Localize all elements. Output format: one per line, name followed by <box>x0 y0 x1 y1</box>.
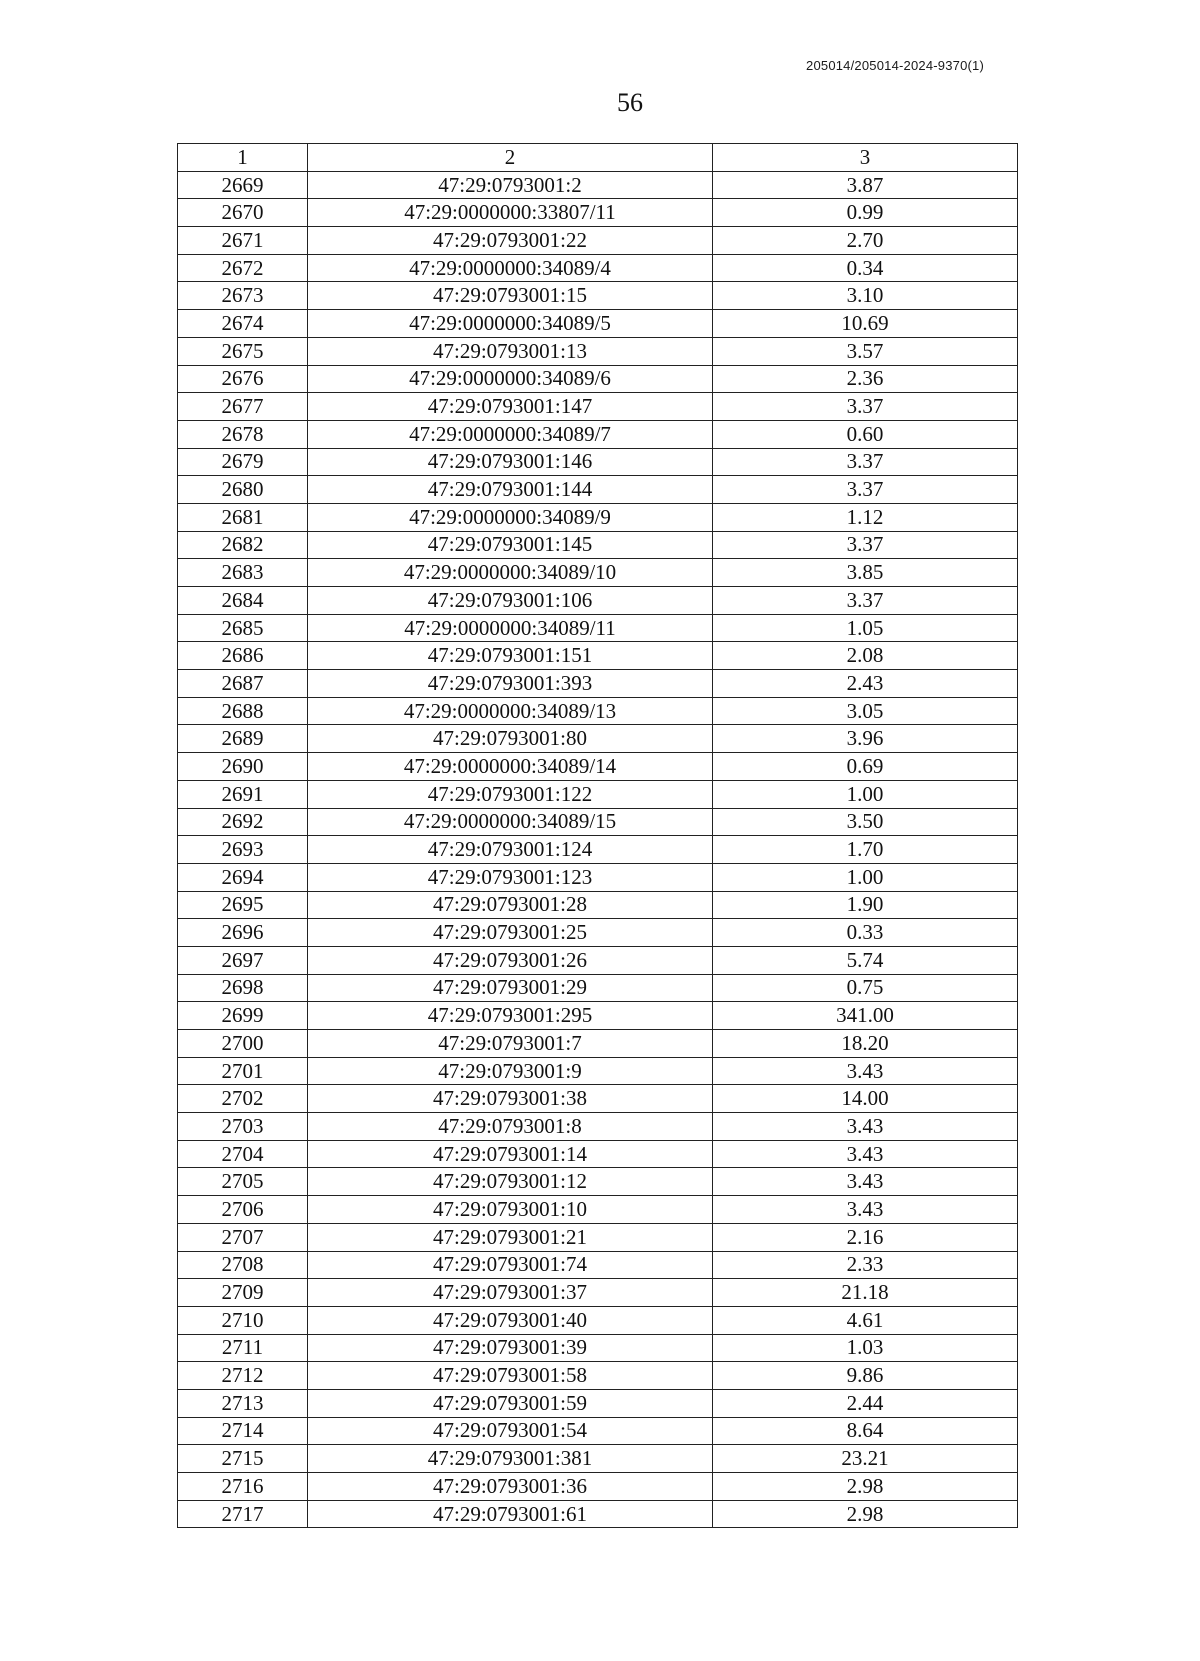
cadastral-number-cell: 47:29:0793001:36 <box>308 1473 713 1501</box>
row-number-cell: 2696 <box>178 919 308 947</box>
row-number-cell: 2694 <box>178 863 308 891</box>
cadastral-number-cell: 47:29:0000000:34089/9 <box>308 503 713 531</box>
cadastral-number-cell: 47:29:0793001:58 <box>308 1362 713 1390</box>
row-number-cell: 2701 <box>178 1057 308 1085</box>
header-row <box>178 144 1018 172</box>
cadastral-number-cell: 47:29:0793001:29 <box>308 974 713 1002</box>
table-row <box>178 420 1018 448</box>
cadastral-number-cell: 47:29:0000000:33807/11 <box>308 199 713 227</box>
row-number-cell: 2691 <box>178 780 308 808</box>
value-cell: 2.16 <box>713 1223 1018 1251</box>
value-cell: 3.37 <box>713 476 1018 504</box>
cadastral-number-cell: 47:29:0000000:34089/14 <box>308 753 713 781</box>
table-row <box>178 1168 1018 1196</box>
value-cell: 2.98 <box>713 1500 1018 1528</box>
table-row <box>178 365 1018 393</box>
cadastral-number-cell: 47:29:0793001:25 <box>308 919 713 947</box>
table-row <box>178 1113 1018 1141</box>
table-row <box>178 448 1018 476</box>
cadastral-number-cell: 47:29:0793001:12 <box>308 1168 713 1196</box>
table-row <box>178 171 1018 199</box>
value-cell: 0.33 <box>713 919 1018 947</box>
cadastral-number-cell: 47:29:0793001:38 <box>308 1085 713 1113</box>
value-cell: 1.00 <box>713 780 1018 808</box>
row-number-cell: 2692 <box>178 808 308 836</box>
cadastral-number-cell: 47:29:0793001:122 <box>308 780 713 808</box>
row-number-cell: 2681 <box>178 503 308 531</box>
value-cell: 0.69 <box>713 753 1018 781</box>
value-cell: 2.98 <box>713 1473 1018 1501</box>
table-row <box>178 1057 1018 1085</box>
value-cell: 10.69 <box>713 310 1018 338</box>
table-row <box>178 531 1018 559</box>
table-row <box>178 282 1018 310</box>
cadastral-number-cell: 47:29:0793001:40 <box>308 1306 713 1334</box>
value-cell: 18.20 <box>713 1030 1018 1058</box>
cadastral-number-cell: 47:29:0793001:106 <box>308 587 713 615</box>
row-number-cell: 2711 <box>178 1334 308 1362</box>
value-cell: 3.05 <box>713 697 1018 725</box>
row-number-cell: 2670 <box>178 199 308 227</box>
value-cell: 2.44 <box>713 1389 1018 1417</box>
value-cell: 9.86 <box>713 1362 1018 1390</box>
cadastral-number-cell: 47:29:0793001:59 <box>308 1389 713 1417</box>
table-row <box>178 1002 1018 1030</box>
row-number-cell: 2676 <box>178 365 308 393</box>
value-cell: 8.64 <box>713 1417 1018 1445</box>
table-row <box>178 393 1018 421</box>
table-row <box>178 476 1018 504</box>
row-number-cell: 2698 <box>178 974 308 1002</box>
table-row <box>178 780 1018 808</box>
table-row <box>178 337 1018 365</box>
cadastral-number-cell: 47:29:0000000:34089/5 <box>308 310 713 338</box>
table-row <box>178 1500 1018 1528</box>
value-cell: 3.37 <box>713 393 1018 421</box>
table-row <box>178 863 1018 891</box>
cadastral-number-cell: 47:29:0793001:28 <box>308 891 713 919</box>
table-row <box>178 836 1018 864</box>
row-number-cell: 2690 <box>178 753 308 781</box>
value-cell: 2.43 <box>713 670 1018 698</box>
row-number-cell: 2714 <box>178 1417 308 1445</box>
table-row <box>178 725 1018 753</box>
value-cell: 2.33 <box>713 1251 1018 1279</box>
table-row <box>178 1196 1018 1224</box>
cadastral-number-cell: 47:29:0000000:34089/7 <box>308 420 713 448</box>
table-row <box>178 1085 1018 1113</box>
value-cell: 3.43 <box>713 1140 1018 1168</box>
cadastral-number-cell: 47:29:0793001:22 <box>308 227 713 255</box>
table-row <box>178 642 1018 670</box>
value-cell: 21.18 <box>713 1279 1018 1307</box>
row-number-cell: 2682 <box>178 531 308 559</box>
cadastral-number-cell: 47:29:0793001:124 <box>308 836 713 864</box>
table-row <box>178 974 1018 1002</box>
row-number-cell: 2677 <box>178 393 308 421</box>
table-row <box>178 1140 1018 1168</box>
cadastral-number-cell: 47:29:0793001:13 <box>308 337 713 365</box>
value-cell: 3.87 <box>713 171 1018 199</box>
value-cell: 1.00 <box>713 863 1018 891</box>
value-cell: 2.08 <box>713 642 1018 670</box>
cadastral-number-cell: 47:29:0793001:151 <box>308 642 713 670</box>
table-row <box>178 227 1018 255</box>
value-cell: 341.00 <box>713 1002 1018 1030</box>
cadastral-number-cell: 47:29:0793001:37 <box>308 1279 713 1307</box>
table-row <box>178 697 1018 725</box>
value-cell: 3.96 <box>713 725 1018 753</box>
value-cell: 0.60 <box>713 420 1018 448</box>
value-cell: 23.21 <box>713 1445 1018 1473</box>
value-cell: 2.70 <box>713 227 1018 255</box>
cadastral-number-cell: 47:29:0793001:393 <box>308 670 713 698</box>
table-row <box>178 1362 1018 1390</box>
row-number-cell: 2695 <box>178 891 308 919</box>
cadastral-number-cell: 47:29:0793001:10 <box>308 1196 713 1224</box>
table-row <box>178 891 1018 919</box>
value-cell: 1.90 <box>713 891 1018 919</box>
row-number-cell: 2672 <box>178 254 308 282</box>
row-number-cell: 2671 <box>178 227 308 255</box>
cadastral-number-cell: 47:29:0793001:15 <box>308 282 713 310</box>
value-cell: 3.57 <box>713 337 1018 365</box>
value-cell: 1.05 <box>713 614 1018 642</box>
row-number-cell: 2704 <box>178 1140 308 1168</box>
row-number-cell: 2697 <box>178 946 308 974</box>
cadastral-number-cell: 47:29:0793001:295 <box>308 1002 713 1030</box>
row-number-cell: 2710 <box>178 1306 308 1334</box>
table-row <box>178 587 1018 615</box>
row-number-cell: 2703 <box>178 1113 308 1141</box>
value-cell: 3.37 <box>713 587 1018 615</box>
row-number-cell: 2709 <box>178 1279 308 1307</box>
cadastral-number-cell: 47:29:0793001:74 <box>308 1251 713 1279</box>
value-cell: 5.74 <box>713 946 1018 974</box>
row-number-cell: 2713 <box>178 1389 308 1417</box>
cadastral-number-cell: 47:29:0000000:34089/10 <box>308 559 713 587</box>
page-number: 56 <box>617 88 643 117</box>
row-number-cell: 2693 <box>178 836 308 864</box>
table-row <box>178 919 1018 947</box>
value-cell: 0.75 <box>713 974 1018 1002</box>
row-number-cell: 2675 <box>178 337 308 365</box>
cadastral-number-cell: 47:29:0793001:39 <box>308 1334 713 1362</box>
table-row <box>178 1334 1018 1362</box>
cadastral-number-cell: 47:29:0793001:381 <box>308 1445 713 1473</box>
table-row <box>178 199 1018 227</box>
value-cell: 0.34 <box>713 254 1018 282</box>
table-row <box>178 254 1018 282</box>
value-cell: 3.50 <box>713 808 1018 836</box>
value-cell: 3.85 <box>713 559 1018 587</box>
cadastral-number-cell: 47:29:0793001:144 <box>308 476 713 504</box>
cadastral-number-cell: 47:29:0793001:145 <box>308 531 713 559</box>
row-number-cell: 2688 <box>178 697 308 725</box>
value-cell: 14.00 <box>713 1085 1018 1113</box>
row-number-cell: 2683 <box>178 559 308 587</box>
cadastral-number-cell: 47:29:0000000:34089/11 <box>308 614 713 642</box>
table-row <box>178 503 1018 531</box>
cadastral-number-cell: 47:29:0793001:146 <box>308 448 713 476</box>
value-cell: 3.43 <box>713 1196 1018 1224</box>
row-number-cell: 2689 <box>178 725 308 753</box>
row-number-cell: 2716 <box>178 1473 308 1501</box>
row-number-cell: 2700 <box>178 1030 308 1058</box>
value-cell: 1.03 <box>713 1334 1018 1362</box>
table-row <box>178 670 1018 698</box>
cadastral-number-cell: 47:29:0793001:123 <box>308 863 713 891</box>
table-row <box>178 753 1018 781</box>
table-row <box>178 1389 1018 1417</box>
row-number-cell: 2702 <box>178 1085 308 1113</box>
value-cell: 3.43 <box>713 1057 1018 1085</box>
row-number-cell: 2708 <box>178 1251 308 1279</box>
row-number-cell: 2678 <box>178 420 308 448</box>
table-row <box>178 614 1018 642</box>
table-row <box>178 1223 1018 1251</box>
row-number-cell: 2717 <box>178 1500 308 1528</box>
cadastral-number-cell: 47:29:0793001:26 <box>308 946 713 974</box>
row-number-cell: 2685 <box>178 614 308 642</box>
row-number-cell: 2706 <box>178 1196 308 1224</box>
column-header-2: 2 <box>308 144 713 172</box>
row-number-cell: 2715 <box>178 1445 308 1473</box>
row-number-cell: 2686 <box>178 642 308 670</box>
row-number-cell: 2684 <box>178 587 308 615</box>
cadastral-number-cell: 47:29:0793001:2 <box>308 171 713 199</box>
value-cell: 4.61 <box>713 1306 1018 1334</box>
table-row <box>178 1251 1018 1279</box>
row-number-cell: 2669 <box>178 171 308 199</box>
value-cell: 3.43 <box>713 1168 1018 1196</box>
cadastral-number-cell: 47:29:0793001:54 <box>308 1417 713 1445</box>
table-row <box>178 1473 1018 1501</box>
value-cell: 3.37 <box>713 531 1018 559</box>
table-row <box>178 1030 1018 1058</box>
table-row <box>178 1306 1018 1334</box>
cadastral-number-cell: 47:29:0793001:7 <box>308 1030 713 1058</box>
row-number-cell: 2674 <box>178 310 308 338</box>
cadastral-number-cell: 47:29:0000000:34089/4 <box>308 254 713 282</box>
row-number-cell: 2699 <box>178 1002 308 1030</box>
row-number-cell: 2687 <box>178 670 308 698</box>
data-table <box>177 143 1018 1528</box>
value-cell: 2.36 <box>713 365 1018 393</box>
value-cell: 1.70 <box>713 836 1018 864</box>
table-row <box>178 1445 1018 1473</box>
cadastral-number-cell: 47:29:0793001:14 <box>308 1140 713 1168</box>
cadastral-number-cell: 47:29:0793001:9 <box>308 1057 713 1085</box>
cadastral-number-cell: 47:29:0000000:34089/13 <box>308 697 713 725</box>
column-header-3: 3 <box>713 144 1018 172</box>
table-row <box>178 808 1018 836</box>
row-number-cell: 2673 <box>178 282 308 310</box>
table-row <box>178 310 1018 338</box>
value-cell: 3.10 <box>713 282 1018 310</box>
cadastral-number-cell: 47:29:0000000:34089/15 <box>308 808 713 836</box>
cadastral-number-cell: 47:29:0793001:80 <box>308 725 713 753</box>
row-number-cell: 2679 <box>178 448 308 476</box>
table-row <box>178 1417 1018 1445</box>
row-number-cell: 2705 <box>178 1168 308 1196</box>
table-row <box>178 946 1018 974</box>
table-row <box>178 559 1018 587</box>
value-cell: 3.43 <box>713 1113 1018 1141</box>
document-id: 205014/205014-2024-9370(1) <box>806 58 984 73</box>
row-number-cell: 2680 <box>178 476 308 504</box>
table-header <box>178 144 1018 172</box>
cadastral-number-cell: 47:29:0793001:147 <box>308 393 713 421</box>
cadastral-number-cell: 47:29:0793001:61 <box>308 1500 713 1528</box>
table-body <box>178 171 1018 1528</box>
cadastral-number-cell: 47:29:0793001:8 <box>308 1113 713 1141</box>
column-header-1: 1 <box>178 144 308 172</box>
cadastral-number-cell: 47:29:0000000:34089/6 <box>308 365 713 393</box>
value-cell: 0.99 <box>713 199 1018 227</box>
value-cell: 1.12 <box>713 503 1018 531</box>
row-number-cell: 2712 <box>178 1362 308 1390</box>
value-cell: 3.37 <box>713 448 1018 476</box>
table-row <box>178 1279 1018 1307</box>
row-number-cell: 2707 <box>178 1223 308 1251</box>
cadastral-number-cell: 47:29:0793001:21 <box>308 1223 713 1251</box>
